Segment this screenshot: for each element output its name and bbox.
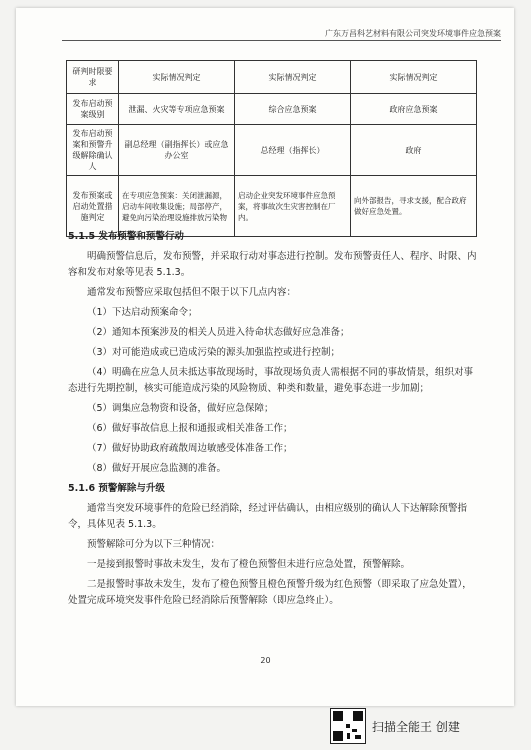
paragraph: 预警解除可分为以下三种情况： bbox=[87, 539, 221, 550]
table-header-cell: 实际情况判定 bbox=[119, 61, 235, 94]
table-header-row bbox=[67, 61, 477, 94]
table-cell: 总经理（指挥长） bbox=[235, 125, 351, 176]
paragraph: 一是接到报警时事故未发生，发布了橙色预警但未进行应急处置，预警解除。 bbox=[87, 559, 411, 570]
paragraph: 明确预警信息后，发布预警，并采取行动对事态进行控制。发布预警责任人、程序、时限、内容和发布对象等见表 5.1.3。 bbox=[68, 251, 477, 278]
scanner-brand-label: 扫描全能王 创建 bbox=[372, 719, 460, 734]
table-cell: 发布启动预案级别 bbox=[67, 94, 119, 125]
paragraph: 通常当突发环境事件的危险已经消除，经过评估确认，由相应级别的确认人下达解除预警指令，具体见表 5.1.3。 bbox=[68, 503, 468, 530]
table-cell: 综合应急预案 bbox=[235, 94, 351, 125]
list-item: （6）做好事故信息上报和通报或相关准备工作； bbox=[87, 423, 293, 434]
warning-table bbox=[66, 60, 477, 237]
list-item: （5）调集应急物资和设备，做好应急保障； bbox=[87, 403, 274, 414]
table-row bbox=[67, 176, 477, 237]
table-header-cell: 研判时限要求 bbox=[67, 61, 119, 94]
header-divider bbox=[62, 40, 501, 41]
document-body bbox=[68, 229, 478, 613]
list-item: （4）明确在应急人员未抵达事故现场时，事故现场负责人需根据不同的事故情景，组织对事态进行先期控制，核实可能造成污染的风险物质、种类和数量，避免事态进一步加剧； bbox=[68, 367, 474, 394]
paragraph: 二是报警时事故未发生，发布了橙色预警且橙色预警升级为红色预警（即采取了应急处置），处置完成环境突发事件危险已经消除后预警解除（即应急终止）。 bbox=[68, 579, 472, 606]
table-cell: 泄漏、火灾等专项应急预案 bbox=[119, 94, 235, 125]
table-row bbox=[67, 94, 477, 125]
list-item: （8）做好开展应急监测的准备。 bbox=[87, 463, 227, 474]
table-cell: 启动企业突发环境事件应急预案，将事故次生灾害控制在厂内。 bbox=[235, 176, 351, 237]
table-cell: 发布启动预案和预警升级解除确认人 bbox=[67, 125, 119, 176]
list-item: （2）通知本预案涉及的相关人员进入待命状态做好应急准备； bbox=[87, 327, 350, 338]
table-cell: 副总经理（副指挥长）或应急办公室 bbox=[119, 125, 235, 176]
scanner-watermark bbox=[330, 708, 460, 744]
table-header-cell: 实际情况判定 bbox=[235, 61, 351, 94]
page-header: 广东万昌科艺材料有限公司突发环境事件应急预案 bbox=[325, 29, 501, 38]
table-cell: 在专项应急预案：关闭泄漏源，启动车间收集设施；局部停产，避免向污染治理设施排放污染物 bbox=[119, 176, 235, 237]
list-item: （3）对可能造成或已造成污染的源头加强监控或进行控制； bbox=[87, 347, 341, 358]
section-heading-516: 5.1.6 预警解除与升级 bbox=[68, 483, 165, 494]
table-row bbox=[67, 125, 477, 176]
table-cell: 政府 bbox=[351, 125, 477, 176]
table-cell: 发布预案或启动处置措施判定 bbox=[67, 176, 119, 237]
page-number: 20 bbox=[260, 656, 271, 665]
list-item: （1）下达启动预案命令； bbox=[87, 307, 198, 318]
paragraph: 通常发布预警应采取包括但不限于以下几点内容： bbox=[87, 287, 297, 298]
table-cell: 向外部报告，寻求支援，配合政府做好应急处置。 bbox=[351, 176, 477, 237]
list-item: （7）做好协助政府疏散周边敏感受体准备工作； bbox=[87, 443, 293, 454]
table-header-cell: 实际情况判定 bbox=[351, 61, 477, 94]
table-cell: 政府应急预案 bbox=[351, 94, 477, 125]
section-heading-515: 5.1.5 发布预警和预警行动 bbox=[68, 231, 184, 242]
qr-code-icon bbox=[330, 708, 366, 744]
